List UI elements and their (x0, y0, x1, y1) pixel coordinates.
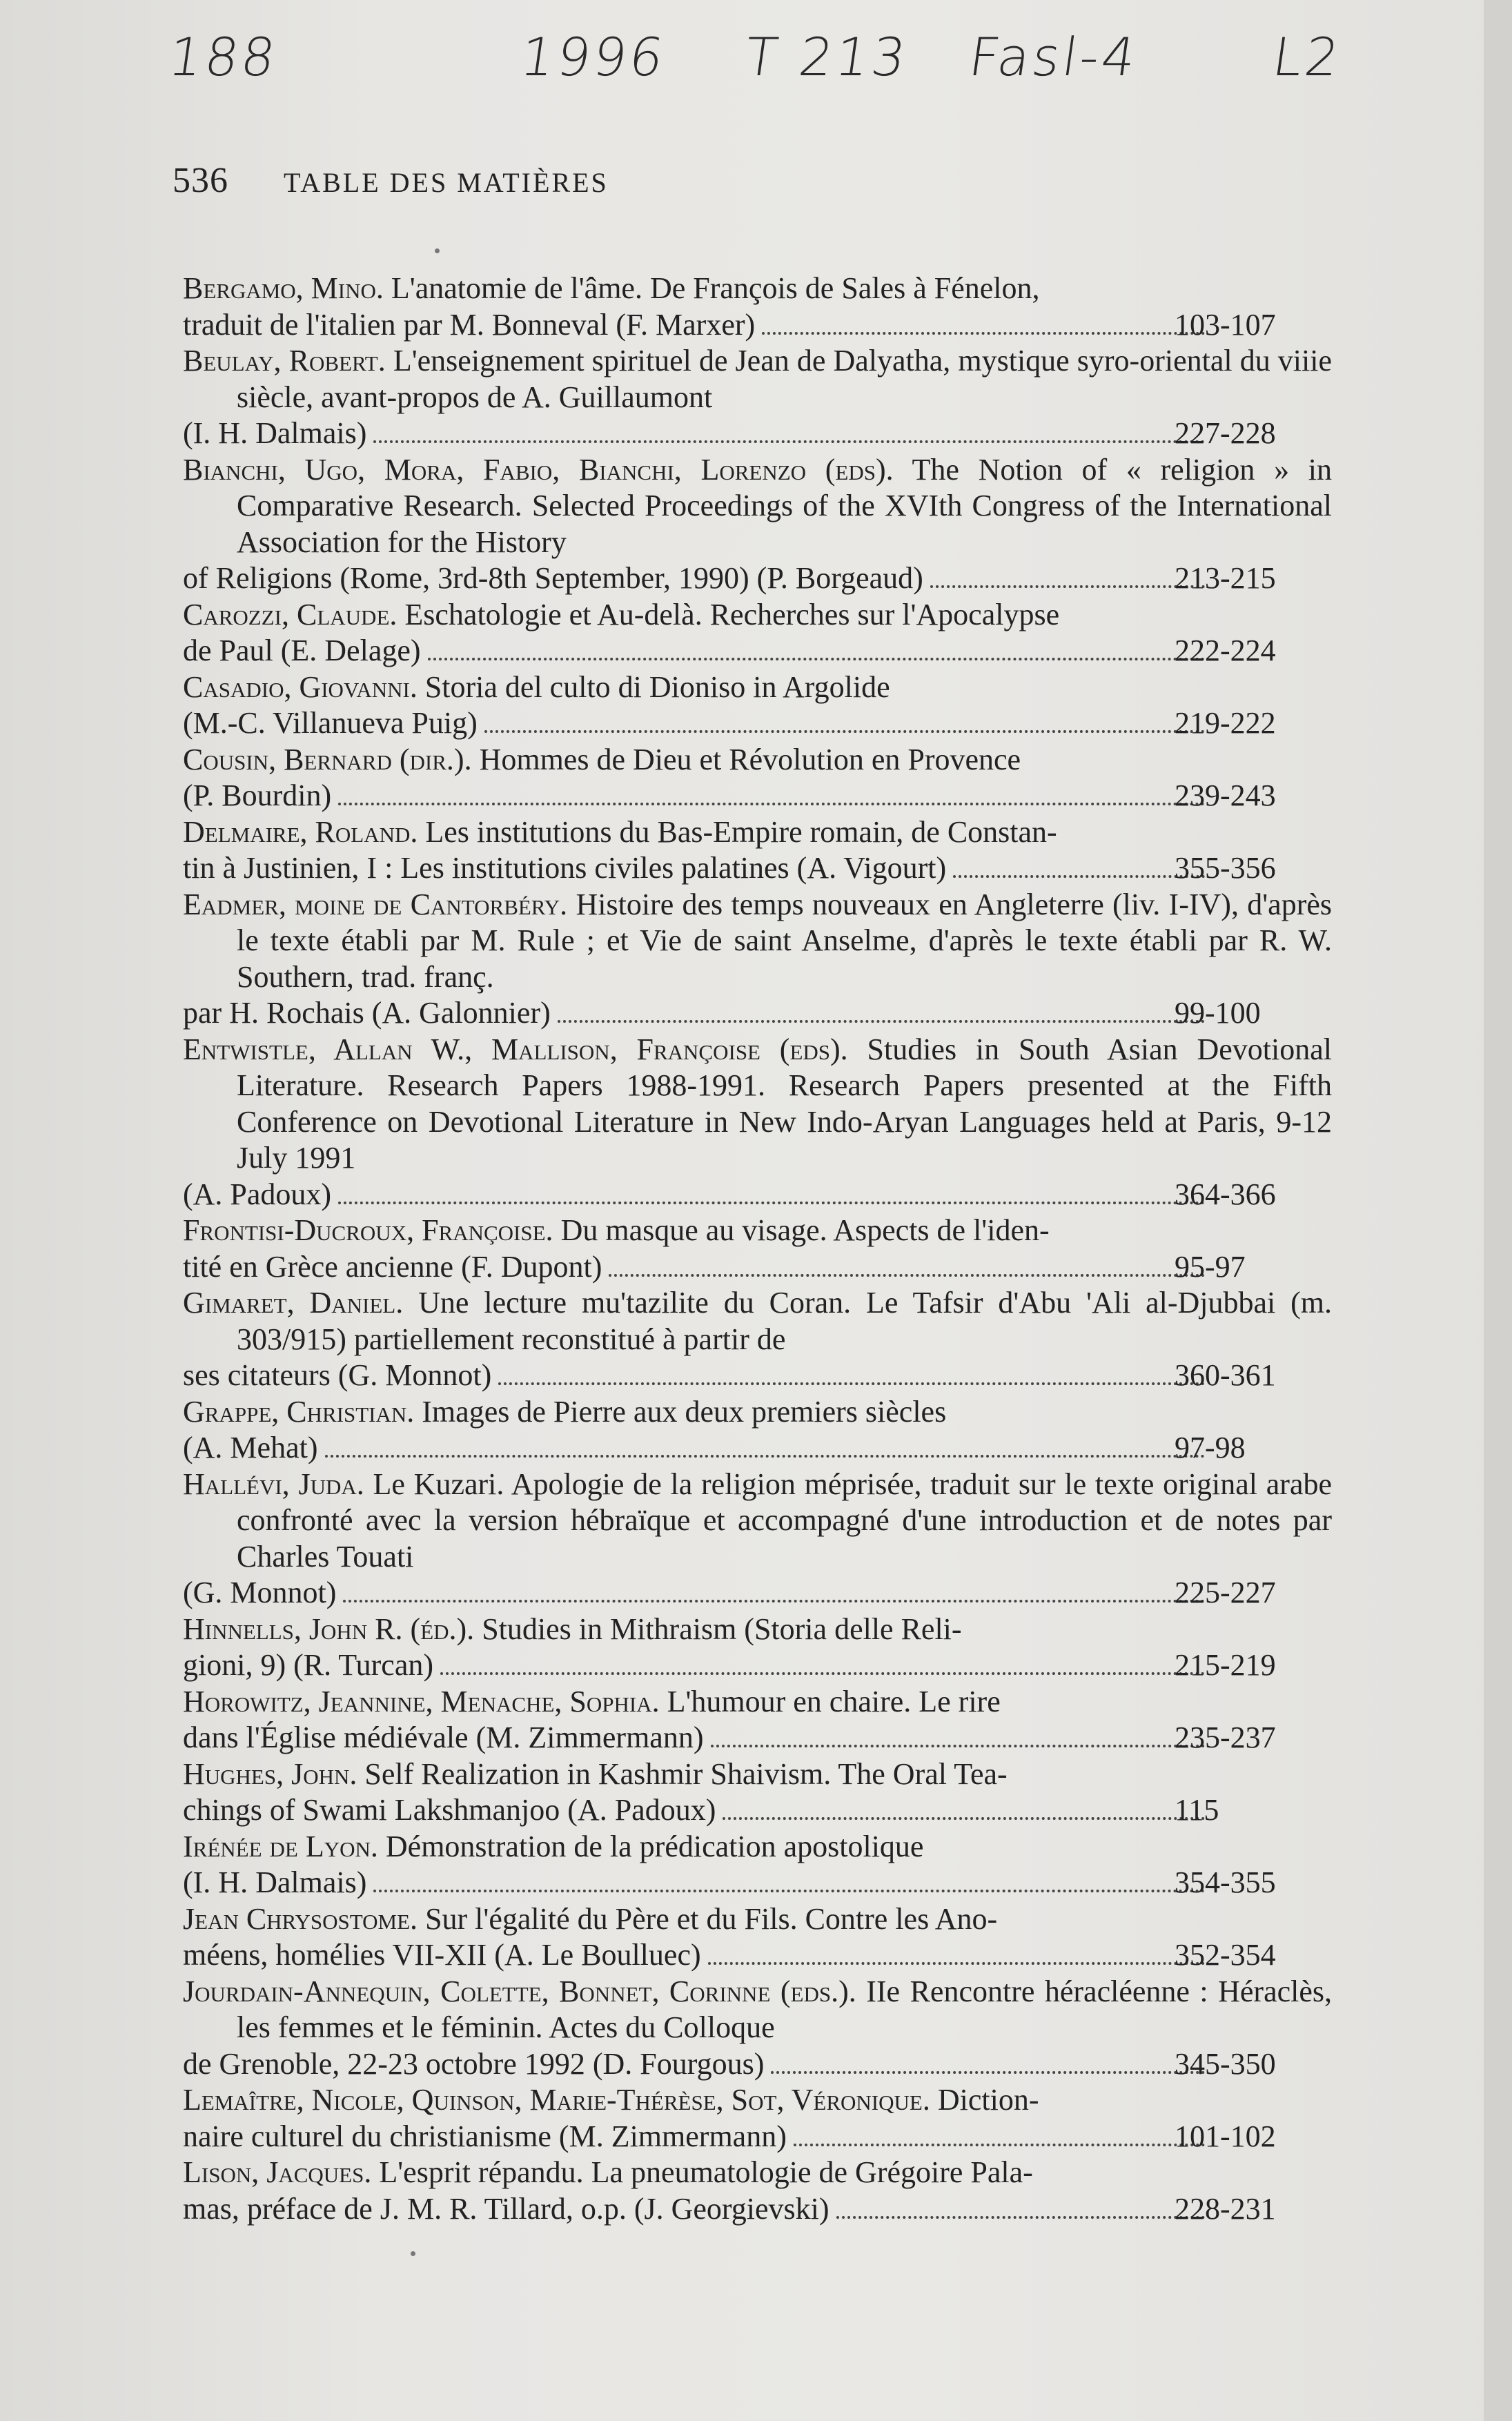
index-entry (183, 887, 1332, 1032)
dot-leader (428, 657, 1205, 660)
entry-text: L'esprit répandu. La pneumatologie de Grégoire Pala- (379, 2155, 1033, 2189)
dot-leader (723, 1816, 1205, 1820)
entry-author: Bergamo, Mino. (183, 271, 384, 305)
entry-pages: 225-227 (1175, 1576, 1276, 1609)
entry-pages: 219-222 (1175, 706, 1276, 740)
entry-pages: 101-102 (1175, 2119, 1276, 2153)
dot-leader (373, 1889, 1205, 1892)
entry-text: Sur l'égalité du Père et du Fils. Contre les Ano- (425, 1901, 998, 1936)
entry-author: Horowitz, Jeannine, Menache, Sophia. (183, 1684, 660, 1718)
dot-leader (558, 1019, 1205, 1023)
dot-leader (836, 2215, 1205, 2219)
entry-tail-text: mas, préface de J. M. R. Tillard, o.p. (J. Georgievski) (183, 2191, 829, 2226)
index-list (183, 271, 1332, 2227)
entry-tail-text: (A. Padoux) (183, 1177, 332, 1211)
entry-tail-text: traduit de l'italien par M. Bonneval (F. Marxer) (183, 307, 756, 342)
index-entry (183, 742, 1332, 814)
entry-pages: 99-100 (1175, 996, 1261, 1030)
dot-leader (609, 1273, 1205, 1277)
index-entry (183, 1901, 1332, 1974)
dot-leader (771, 2070, 1205, 2074)
dot-leader (338, 802, 1205, 805)
entry-pages: 103-107 (1175, 307, 1276, 342)
entry-text: Une lecture mu'tazilite du Coran. Le Tafsir d'Abu 'Ali al-Djubbai (m. 303/915) partiellement reconstitué à partir de (237, 1286, 1333, 1356)
entry-text: Self Realization in Kashmir Shaivism. The Oral Tea- (364, 1756, 1008, 1791)
dot-leader (325, 1454, 1206, 1458)
entry-text: Diction- (937, 2083, 1039, 2117)
handwritten-note: L2 (1268, 26, 1346, 88)
index-entry (183, 1684, 1332, 1756)
index-entry (183, 1394, 1332, 1467)
dot-leader (484, 729, 1205, 733)
entry-author: Jourdain-Annequin, Colette, Bonnet, Corinne (eds.). (183, 1974, 856, 2008)
index-entry (183, 669, 1332, 742)
entry-author: Beulay, Robert. (183, 344, 386, 378)
index-entry (183, 343, 1332, 452)
index-entry (183, 597, 1332, 669)
index-entry (183, 271, 1332, 343)
entry-tail-text: par H. Rochais (A. Galonnier) (183, 996, 551, 1030)
entry-tail-text: tin à Justinien, I : Les institutions civiles palatines (A. Vigourt) (183, 851, 947, 885)
entry-author: Delmaire, Roland. (183, 814, 418, 849)
index-entry (183, 1756, 1332, 1829)
dot-leader (794, 2143, 1205, 2146)
entry-author: Grappe, Christian. (183, 1394, 415, 1429)
index-entry (183, 1213, 1332, 1285)
index-entry (183, 2155, 1332, 2227)
entry-author: Gimaret, Daniel. (183, 1286, 404, 1320)
index-entry (183, 1611, 1332, 1684)
entry-tail-text: tité en Grèce ancienne (F. Dupont) (183, 1249, 602, 1284)
entry-author: Cousin, Bernard (dir.). (183, 742, 472, 776)
entry-author: Hallévi, Juda. (183, 1467, 364, 1501)
entry-text: Studies in South Asian Devotional Literature. Research Papers 1988-1991. Research Papers presented at the Fifth Conference on Devotional Literature in New Indo-Aryan Languages held at Paris, 9-12 July 1991 (237, 1032, 1333, 1175)
entry-tail-text: (A. Mehat) (183, 1431, 318, 1464)
entry-author: Hinnells, John R. (éd.). (183, 1611, 475, 1646)
entry-text: Storia del culto di Dioniso in Argolide (424, 669, 890, 704)
entry-author: Eadmer, moine de Cantorbéry. (183, 887, 568, 921)
entry-tail-text: (P. Bourdin) (183, 778, 332, 812)
entry-pages: 355-356 (1175, 851, 1276, 885)
entry-pages: 364-366 (1175, 1177, 1276, 1211)
running-title: TABLE DES MATIÈRES (284, 167, 609, 198)
scan-speck (411, 2251, 415, 2256)
entry-text: Les institutions du Bas-Empire romain, de Constan- (425, 814, 1057, 849)
entry-pages: 213-215 (1175, 561, 1276, 595)
entry-author: Frontisi-Ducroux, Françoise. (183, 1213, 553, 1247)
entry-text: IIe Rencontre héracléenne : Héraclès, les femmes et le féminin. Actes du Colloque (237, 1974, 1333, 2044)
entry-pages: 354-355 (1175, 1865, 1276, 1899)
entry-pages: 222-224 (1175, 634, 1276, 667)
entry-tail-text: de Grenoble, 22-23 octobre 1992 (D. Fourgous) (183, 2046, 765, 2081)
index-entry (183, 1467, 1332, 1611)
dot-leader (373, 440, 1205, 443)
handwritten-note: Fasl-4 (965, 26, 1143, 88)
entry-pages: 352-354 (1175, 1938, 1276, 1972)
entry-text: Images de Pierre aux deux premiers siècles (422, 1394, 947, 1429)
entry-text: Hommes de Dieu et Révolution en Provence (479, 742, 1021, 776)
page-header (173, 160, 609, 208)
entry-text: Histoire des temps nouveaux en Angleterre (liv. I-IV), d'après le texte établi par M. Rule ; et Vie de saint Anselme, d'après le texte établi par R. W. Southern, trad. franç. (237, 887, 1332, 994)
entry-tail-text: gioni, 9) (R. Turcan) (183, 1648, 433, 1682)
entry-author: Bianchi, Ugo, Mora, Fabio, Bianchi, Lorenzo (eds). (183, 452, 894, 487)
entry-pages: 95-97 (1175, 1249, 1246, 1284)
entry-tail-text: (I. H. Dalmais) (183, 416, 367, 450)
entry-tail-text: of Religions (Rome, 3rd-8th September, 1990) (P. Borgeaud) (183, 561, 923, 595)
dot-leader (762, 331, 1205, 335)
entry-author: Jean Chrysostome. (183, 1901, 418, 1936)
entry-tail-text: (M.-C. Villanueva Puig) (183, 706, 478, 740)
index-entry (183, 2082, 1332, 2155)
index-entry (183, 1285, 1332, 1394)
entry-text: L'humour en chaire. Le rire (667, 1684, 1001, 1718)
entry-pages: 235-237 (1175, 1721, 1276, 1754)
entry-tail-text: ses citateurs (G. Monnot) (183, 1358, 492, 1392)
entry-pages: 227-228 (1175, 416, 1276, 450)
dot-leader (498, 1382, 1205, 1385)
handwritten-note: 188 (164, 26, 282, 88)
dot-leader (338, 1201, 1205, 1204)
index-entry (183, 1974, 1332, 2083)
entry-tail-text: (I. H. Dalmais) (183, 1865, 367, 1899)
entry-text: The Notion of « religion » in Comparative Research. Selected Proceedings of the XVIth Congress of the International Association for the History (237, 452, 1332, 559)
entry-tail-text: méens, homélies VII-XII (A. Le Boulluec) (183, 1938, 701, 1972)
handwritten-note: 1996 (516, 26, 670, 88)
dot-leader (930, 585, 1205, 588)
entry-tail-text: (G. Monnot) (183, 1576, 337, 1609)
page-number: 536 (173, 161, 228, 200)
entry-pages: 345-350 (1175, 2046, 1276, 2081)
dot-leader (440, 1672, 1205, 1675)
entry-author: Hughes, John. (183, 1756, 357, 1791)
entry-text: Démonstration de la prédication apostolique (385, 1829, 924, 1863)
entry-text: L'anatomie de l'âme. De François de Sales à Fénelon, (391, 271, 1040, 305)
entry-pages: 360-361 (1175, 1358, 1276, 1392)
dot-leader (953, 874, 1205, 878)
index-entry (183, 452, 1332, 597)
index-entry (183, 814, 1332, 887)
index-entry (183, 1032, 1332, 1213)
entry-pages: 228-231 (1175, 2191, 1276, 2226)
handwritten-note: T 213 (740, 26, 912, 88)
entry-text: Eschatologie et Au-delà. Recherches sur l'Apocalypse (404, 597, 1060, 631)
entry-text: Le Kuzari. Apologie de la religion méprisée, traduit sur le texte original arabe confronté avec la version hébraïque et accompagné d'une introduction et de notes par Charles Touati (237, 1467, 1333, 1574)
entry-tail-text: dans l'Église médiévale (M. Zimmermann) (183, 1721, 704, 1754)
entry-author: Lemaître, Nicole, Quinson, Marie-Thérèse, Sot, Véronique. (183, 2083, 930, 2117)
scan-speck (435, 248, 440, 253)
page-edge (1484, 0, 1512, 2421)
entry-text: Du masque au visage. Aspects de l'iden- (560, 1213, 1050, 1247)
dot-leader (708, 1961, 1205, 1965)
entry-tail-text: naire culturel du christianisme (M. Zimmermann) (183, 2119, 787, 2153)
entry-text: Studies in Mithraism (Storia delle Reli- (482, 1611, 962, 1646)
entry-pages: 239-243 (1175, 778, 1276, 812)
entry-pages: 97-98 (1175, 1431, 1246, 1464)
entry-pages: 115 (1175, 1793, 1219, 1827)
dot-leader (343, 1599, 1205, 1602)
entry-text: L'enseignement spirituel de Jean de Dalyatha, mystique syro-oriental du viiie siècle, avant-propos de A. Guillaumont (237, 344, 1332, 414)
entry-tail-text: chings of Swami Lakshmanjoo (A. Padoux) (183, 1793, 716, 1827)
index-entry (183, 1829, 1332, 1901)
entry-author: Irénée de Lyon. (183, 1829, 378, 1863)
dot-leader (711, 1744, 1206, 1747)
entry-pages: 215-219 (1175, 1648, 1276, 1682)
entry-author: Entwistle, Allan W., Mallison, Françoise (eds). (183, 1032, 848, 1066)
entry-author: Casadio, Giovanni. (183, 669, 418, 704)
entry-author: Carozzi, Claude. (183, 597, 397, 631)
entry-author: Lison, Jacques. (183, 2155, 372, 2189)
entry-tail-text: de Paul (E. Delage) (183, 634, 421, 667)
